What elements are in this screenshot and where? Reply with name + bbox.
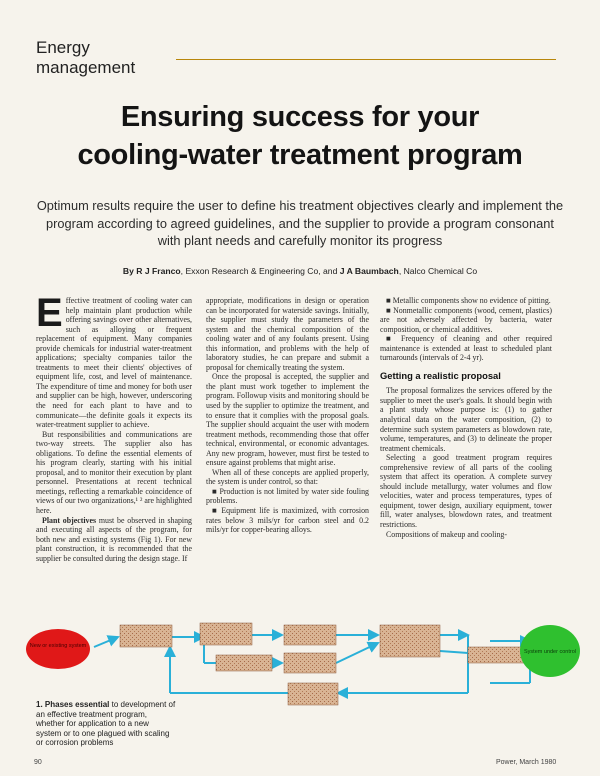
byline [36,266,564,276]
paragraph: Compositions of makeup and cooling- [386,529,507,539]
process-box [216,655,272,671]
process-box [288,683,338,705]
start-node-label: New or existing system [29,643,87,649]
caption-text: to development of an effective treatment program, whether for application to a new system or to one plagued with scaling or corrosion problems [36,700,176,748]
bullet-item: ■ Nonmetallic components (wood, cement, plastics) are not adversely affected by bacteria, water composition, or chemical additives. [380,305,552,334]
paragraph [36,291,192,430]
column-2 [206,296,369,535]
paragraph: When all of these concepts are applied properly, the system is under control, so that: [206,467,369,487]
byline-author-1: R J Franco [136,266,181,276]
byline-author-2: J A Baumbach [339,266,399,276]
paragraph [36,516,192,564]
process-box [120,625,172,647]
process-box [468,647,528,663]
paragraph: Once the proposal is accepted, the supplier and the plant must work together to implement the program. Followup visits and monitoring should be used by the supplier to optimize the treatment, and to ensure that it complies with the proposal goals. The supplier should acquaint the user with modern treatment methods, recommending those that offer technical, environmental, or economic advantages. Any new program, however, must first be tested to ensure against problems that might arise. [206,372,369,468]
figure-caption [36,700,176,748]
process-box [284,653,336,673]
paragraph-text: must be observed in shaping and executing all aspects of the program, for both new and existing systems (Fig 1). For new plant construction, it is recommended that the supplier be consulted during the design stage. If [36,515,192,563]
drop-cap: E [36,291,63,335]
section-header [36,38,556,78]
bullet-item: ■ Metallic components show no evidence of pitting. [386,296,551,305]
end-node-label: System under control [524,649,576,655]
arrow [336,643,378,663]
process-box [200,623,252,645]
column-3 [380,296,552,539]
article-deck: Optimum results require the user to define his treatment objectives clearly and implement the program according to agreed guidelines, and the supplier to provide a program consonant with plant needs and carefully monitor its progress [36,198,564,248]
subheading: Getting a realistic proposal [380,369,501,381]
process-box [284,625,336,645]
section-rule [176,59,556,60]
bullet-item: ■ Production is not limited by water side fouling problems. [206,486,369,506]
caption-lead: 1. Phases essential [36,700,110,709]
paragraph: appropriate, modifications in design or operation can be incorporated for waterside savings. Initially, the supplier must study the parameters of the system and the chemical composition of the cooling water and of any foulants present. Using this information, and problems with the help of laboratory studies, he can prepare and submit a proposal for chemically treating the system. [206,296,369,372]
paragraph: But responsibilities and communications are two-way streets. The supplier also has obligations. To define the essential elements of his program clearly, starting with his initial proposal, and to monitor their execution by plant personnel. Presentations at recent technical meetings, reflecting a remarkable coincidence of views of our two organizations,¹ ² are highlighted here. [36,429,192,516]
title-line-2: cooling-water treatment program [77,139,523,171]
run-in-head: Plant objectives [42,515,97,525]
bullet-item: ■ Frequency of cleaning and other required maintenance is extended at least to scheduled plant turnarounds (intervals of 2-4 yr). [380,334,552,363]
process-box [380,625,440,657]
article-title [0,98,600,174]
title-line-1: Ensuring success for your [120,101,480,133]
byline-affiliation-1: , Exxon Research & Engineering Co, and [180,266,340,276]
byline-prefix: By [122,266,134,276]
paragraph: The proposal formalizes the services offered by the supplier to meet the user's goals. It should begin with a plant study whose purpose is: (1) to gather analytical data on the water composition, (2) to determine such system parameters as blowdown rate, volume, temperatures, and (3) to delineate the proper treatment chemicals. [380,386,552,453]
column-1 [36,291,192,563]
page-number: 90 [34,759,42,766]
paragraph-text: ffective treatment of cooling water can help maintain plant production while offering savings over other alternatives, such as alloying or frequent replacement of equipment. Many companies provide chemicals for industrial water-treatment applications; specialty companies tailor the treatments to meet their clients' objectives of equipment life, cost, and level of maintenance. The expenditure of time and money for both user and supplier can be high, however, underscoring the need for each plant to have and to communicate—the definite goals it expects its water-treatment supplier to achieve. [36,296,192,430]
bullet-item: ■ Equipment life is maximized, with corrosion rates below 3 mils/yr for carbon steel and 0.2 mils/yr for copper-bearing alloys. [206,506,369,535]
issue-line: Power, March 1980 [496,759,557,766]
byline-affiliation-2: , Nalco Chemical Co [398,266,478,276]
arrow [440,651,468,653]
arrow [94,637,118,647]
start-node [26,629,90,669]
paragraph: Selecting a good treatment program requires comprehensive review of all parts of the cooling system that affect its operation. A complete survey should include metallurgy, water volumes and flow velocities, water and process temperatures, types of equipment, tower design, auxiliary equipment, tower fill, water analyses, blowdown rates, and treatment restrictions. [380,453,552,530]
section-label: Energy management [36,38,136,77]
